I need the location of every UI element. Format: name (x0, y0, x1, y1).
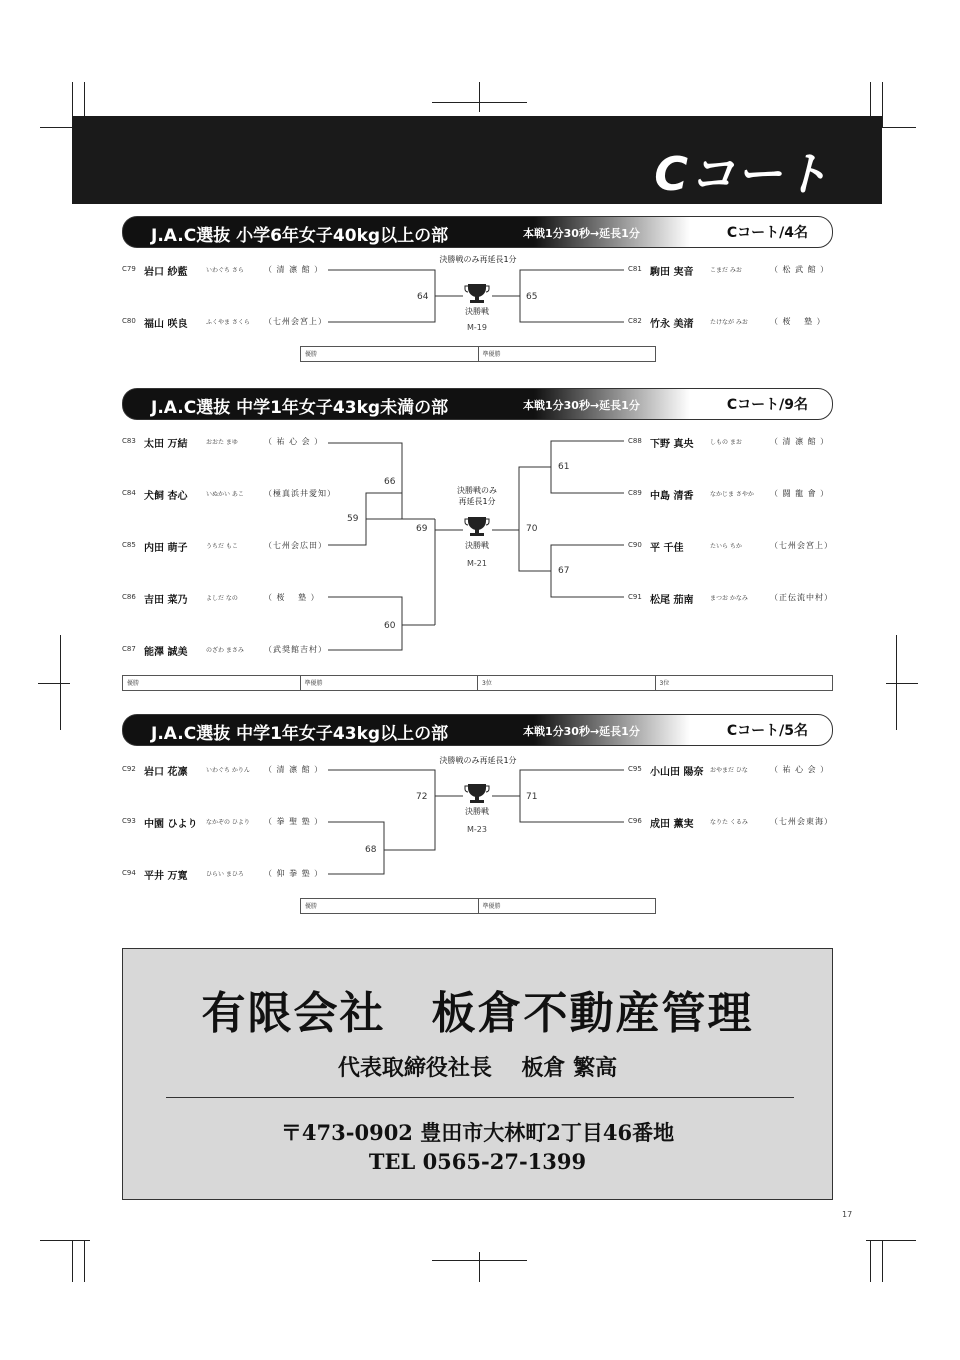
final-label: 決勝戦 (465, 541, 489, 550)
entrant-code: C92 (122, 765, 136, 773)
section-rule: 本戦1分30秒→延長1分 (523, 725, 640, 738)
entrant-kana: なかぞの ひより (206, 819, 250, 826)
entrant-name: 小山田 陽奈 (650, 767, 704, 778)
entrant-kana: いぬかい あこ (206, 491, 244, 498)
entrant-code: C85 (122, 541, 136, 549)
entrant-code: C84 (122, 489, 136, 497)
entrant-club: （ 清 凛 館 ） (770, 437, 830, 446)
section-title: J.A.C選抜 中学1年女子43kg未満の部 (151, 398, 449, 418)
winner-cell: 優勝 (301, 347, 479, 361)
entrant-club: （七州会宮上） (770, 541, 833, 550)
entrant-code: C94 (122, 869, 136, 877)
winner-cell: 優勝 (301, 899, 479, 913)
section-header (122, 714, 833, 746)
entrant-name: 中島 清香 (650, 491, 694, 502)
entrant-name: 中園 ひより (144, 819, 198, 830)
entrant-club: （ 清 凛 館 ） (264, 265, 324, 274)
page-number: 17 (842, 1210, 853, 1219)
final-match-id: M-23 (467, 825, 487, 834)
entrant-club: （七州会東海） (770, 817, 833, 826)
sponsor-ad (122, 948, 833, 1200)
match-number: 66 (384, 477, 396, 487)
entrant-kana: なかじま さやか (710, 491, 754, 498)
entrant-name: 駒田 実音 (650, 267, 694, 278)
entrant-code: C79 (122, 265, 136, 273)
entrant-code: C91 (628, 593, 642, 601)
entrant-code: C88 (628, 437, 642, 445)
entrant-name: 平井 万寛 (144, 871, 188, 882)
result-box (300, 898, 656, 914)
match-number: 61 (558, 462, 570, 472)
entrant-code: C82 (628, 317, 642, 325)
section-court: Cコート/9名 (726, 397, 808, 413)
entrant-name: 下野 真央 (650, 439, 694, 450)
final-label: 決勝戦 (465, 807, 489, 816)
entrant-code: C90 (628, 541, 642, 549)
final-label: 決勝戦 (465, 307, 489, 316)
entrant-code: C80 (122, 317, 136, 325)
match-number: 71 (526, 792, 538, 802)
entrant-club: （極真浜井愛知） (264, 489, 336, 498)
entrant-name: 岩口 紗藍 (144, 267, 188, 278)
match-number: 60 (384, 621, 396, 631)
ad-president: 代表取締役社長 板倉 繁高 (337, 1055, 618, 1081)
entrant-club: （ 闘 龍 會 ） (770, 489, 830, 498)
entrant-code: C95 (628, 765, 642, 773)
entrant-kana: いわぐち かりん (206, 767, 250, 774)
entrant-kana: こまだ みお (710, 267, 742, 274)
entrant-club: （ 仰 拳 塾 ） (264, 869, 324, 878)
match-number: 59 (347, 514, 359, 524)
entrant-code: C81 (628, 265, 642, 273)
ad-divider (166, 1097, 794, 1098)
entrant-name: 太田 万結 (144, 439, 188, 450)
entrant-club: （七州会広田） (264, 541, 327, 550)
entrant-kana: のざわ まさみ (206, 647, 244, 654)
entrant-kana: おおた まゆ (206, 439, 238, 446)
entrant-name: 成田 薫実 (650, 819, 694, 830)
section-rule: 本戦1分30秒→延長1分 (523, 399, 640, 412)
entrant-code: C96 (628, 817, 642, 825)
runner-up-cell: 準優勝 (482, 351, 501, 358)
entrant-name: 能澤 誠美 (144, 647, 188, 658)
entrant-club: （ 松 武 館 ） (770, 265, 830, 274)
runner-up-cell: 準優勝 (482, 903, 501, 910)
section-rule: 本戦1分30秒→延長1分 (523, 227, 640, 240)
entrant-name: 犬飼 杏心 (144, 491, 188, 502)
entrant-kana: よしだ なの (206, 595, 238, 602)
ad-company: 有限会社 板倉不動産管理 (201, 988, 754, 1039)
entrant-name: 松尾 茄南 (650, 595, 694, 606)
entrant-code: C83 (122, 437, 136, 445)
entrant-kana: まつお かなみ (710, 595, 748, 602)
page-title: Cコート (654, 147, 830, 201)
match-number: 69 (416, 524, 428, 534)
final-extension-line: 再延長1分 (458, 497, 496, 506)
entrant-kana: おやまだ ひな (710, 767, 748, 774)
match-number: 72 (416, 792, 428, 802)
entrant-club: （七州会宮上） (264, 317, 327, 326)
entrant-code: C87 (122, 645, 136, 653)
ad-tel: TEL 0565-27-1399 (368, 1149, 587, 1174)
final-extension-note: 決勝戦のみ再延長1分 (439, 756, 517, 765)
entrant-kana: ふくやま さくら (206, 319, 250, 326)
trophy-icon (465, 284, 489, 303)
entrant-name: 岩口 花凛 (144, 767, 188, 778)
match-number: 68 (365, 845, 377, 855)
entrant-kana: いわぐち さら (206, 267, 244, 274)
match-number: 65 (526, 292, 538, 302)
entrant-code: C86 (122, 593, 136, 601)
trophy-icon (465, 517, 489, 536)
entrant-name: 福山 咲良 (144, 319, 188, 330)
entrant-club: （武奨館吉村） (264, 645, 327, 654)
entrant-club: （ 清 凛 館 ） (264, 765, 324, 774)
entrant-name: 吉田 菜乃 (144, 595, 188, 606)
final-extension-line: 決勝戦のみ (457, 486, 497, 495)
ad-address: 〒473-0902 豊田市大林町2丁目46番地 (280, 1120, 675, 1145)
final-extension-note (447, 485, 507, 507)
entrant-kana: たいら ちか (710, 543, 742, 550)
section-title: J.A.C選抜 中学1年女子43kg以上の部 (151, 724, 449, 744)
section-court: Cコート/4名 (726, 225, 808, 241)
match-number: 67 (558, 566, 570, 576)
match-number: 70 (526, 524, 538, 534)
match-number: 64 (417, 292, 429, 302)
entrant-kana: たけなが みお (710, 319, 748, 326)
entrant-name: 平 千佳 (650, 543, 684, 554)
entrant-name: 竹永 美渚 (650, 319, 694, 330)
entrant-club: （正伝流中村） (770, 593, 833, 602)
entrant-code: C89 (628, 489, 642, 497)
entrant-club: （ 拳 聖 塾 ） (264, 817, 324, 826)
final-match-id: M-21 (467, 559, 487, 568)
entrant-kana: ひらい まひろ (206, 871, 244, 878)
entrant-club: （ 祐 心 会 ） (770, 765, 830, 774)
result-box (122, 675, 833, 691)
final-match-id: M-19 (467, 323, 487, 332)
entrant-kana: うちだ もこ (206, 543, 238, 550)
winner-cell: 優勝 (123, 676, 301, 690)
entrant-name: 内田 萌子 (144, 543, 188, 554)
entrant-club: （ 桜 塾 ） (264, 593, 320, 602)
trophy-icon (465, 784, 489, 803)
section-header (122, 388, 833, 420)
runner-up-cell: 準優勝 (301, 676, 479, 690)
final-extension-note: 決勝戦のみ再延長1分 (439, 255, 517, 264)
section-title: J.A.C選抜 小学6年女子40kg以上の部 (151, 226, 449, 246)
entrant-kana: なりた くるみ (710, 819, 748, 826)
entrant-kana: しもの まお (710, 439, 742, 446)
entrant-club: （ 桜 塾 ） (770, 317, 826, 326)
third-place-cell: 3位 (478, 676, 656, 690)
third-place-cell: 3位 (659, 680, 670, 687)
section-court: Cコート/5名 (726, 723, 808, 739)
result-box (300, 346, 656, 362)
entrant-code: C93 (122, 817, 136, 825)
entrant-club: （ 祐 心 会 ） (264, 437, 324, 446)
